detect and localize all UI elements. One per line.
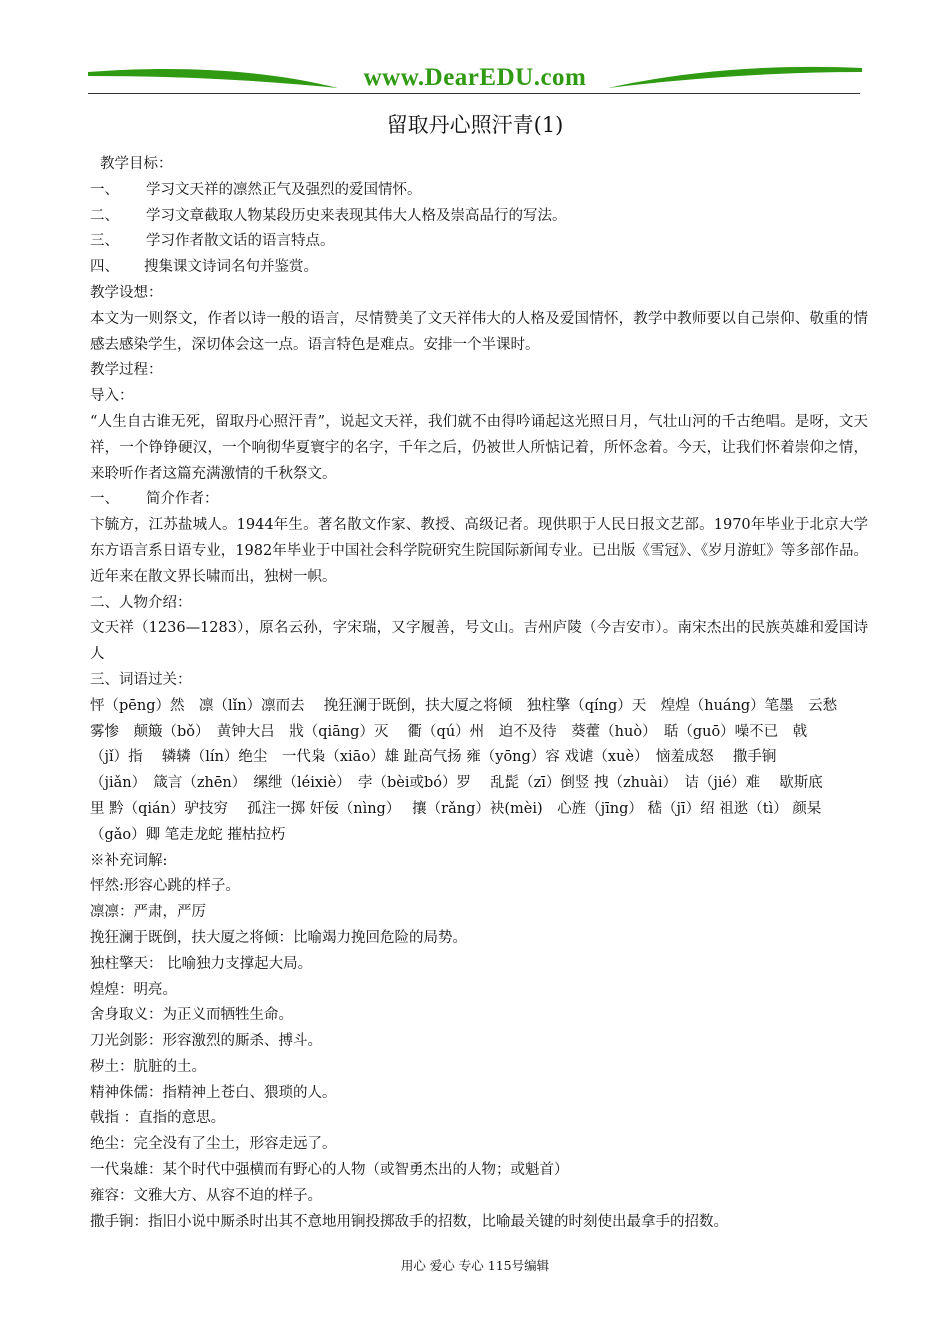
definition-item: 怦然:形容心跳的样子。 xyxy=(90,878,240,895)
goals-heading: 教学目标： xyxy=(100,156,173,172)
vocab-line: （jiǎn） 箴言（zhēn） 缧绁（léixiè） 孛（bèi或bó）罗 乱髭（zī）倒竖 拽（zhuài） 诘（jié）难 歇斯底 xyxy=(90,775,823,792)
section-author-heading xyxy=(90,487,868,513)
goal-text: 学习文天祥的凛然正气及强烈的爱国情怀。 xyxy=(146,181,422,198)
vocab-line: （gǎo）卿 笔走龙蛇 摧枯拉朽 xyxy=(90,826,286,843)
section-person-heading: 二、人物介绍： xyxy=(90,594,192,611)
goal-number: 三、 xyxy=(90,233,119,250)
goal-item-3 xyxy=(90,229,868,255)
goal-text: 搜集课文诗词名句并鉴赏。 xyxy=(144,259,318,276)
definition-item: 雍容：文雅大方、从容不迫的样子。 xyxy=(90,1187,322,1204)
goal-number: 一、 xyxy=(90,181,119,198)
goal-item-1 xyxy=(90,178,868,204)
definition-item: 绝尘：完全没有了尘土，形容走远了。 xyxy=(90,1136,337,1153)
vocab-line: 雾惨 颠簸（bǒ） 黄钟大吕 戕（qiāng）灭 衢（qú）州 迫不及待 葵藿（huò） 聒（guō）噪不已 戟 xyxy=(90,723,808,740)
goal-item-4 xyxy=(90,255,868,281)
definition-item: 撒手锏：指旧小说中厮杀时出其不意地用锏投掷敌手的招数，比喻最关键的时刻使出最拿手的招数。 xyxy=(90,1213,728,1230)
goal-item-2 xyxy=(90,204,868,230)
document-body xyxy=(90,152,868,1235)
author-paragraph: 卞毓方，江苏盐城人。1944年生。著名散文作家、教授、高级记者。现供职于人民日报文艺部。1970年毕业于北京大学东方语言系日语专业，1982年毕业于中国社会科学院研究生院国际新闻专业。已出版《雪冠》、《岁月游虹》等多部作品。近年来在散文界长啸而出，独树一帜。 xyxy=(90,517,868,585)
supplement-heading: ※补充词解: xyxy=(90,852,168,869)
site-logo-text[interactable]: www.DearEDU.com xyxy=(363,64,587,91)
idea-heading: 教学设想： xyxy=(90,284,163,301)
section-vocab-heading: 三、词语过关： xyxy=(90,671,192,688)
goal-text: 学习作者散文话的语言特点。 xyxy=(146,233,335,250)
person-paragraph: 文天祥（1236—1283），原名云孙，字宋瑞，又字履善，号文山。吉州庐陵（今吉安市）。南宋杰出的民族英雄和爱国诗人 xyxy=(90,620,868,663)
definition-item: 独柱擎天： 比喻独力支撑起大局。 xyxy=(90,955,313,972)
intro-paragraph: “人生自古谁无死，留取丹心照汗青”，说起文天祥，我们就不由得吟诵起这光照日月，气壮山河的千古绝唱。是呀，文天祥，一个铮铮硬汉，一个响彻华夏寰宇的名字，千年之后，仍被世人所惦记着，所怀念着。今天，让我们怀着崇仰之情，来聆听作者这篇充满激情的千秋祭文。 xyxy=(90,413,868,482)
vocab-line: 里 黔（qián）驴技穷 孤注一掷 奸佞（nìng） 攘（rǎng）袂(mèi) 心旌（jīng） 嵇（jī）绍 祖逖（tì） 颜杲 xyxy=(90,800,822,817)
definition-item: 挽狂澜于既倒，扶大厦之将倾：比喻竭力挽回危险的局势。 xyxy=(90,929,467,946)
definition-item: 凛凛：严肃，严厉 xyxy=(90,904,206,921)
process-heading: 教学过程： xyxy=(90,362,163,379)
idea-paragraph: 本文为一则祭文，作者以诗一般的语言，尽情赞美了文天祥伟大的人格及爱国情怀，教学中教师要以自己崇仰、敬重的情感去感染学生，深切体会这一点。语言特色是难点。安排一个半课时。 xyxy=(90,310,868,353)
goal-number: 四、 xyxy=(90,259,119,276)
intro-heading: 导入： xyxy=(90,388,134,405)
goal-text: 学习文章截取人物某段历史来表现其伟大人格及崇高品行的写法。 xyxy=(146,207,567,224)
section-number: 一、 xyxy=(90,491,119,508)
definition-item: 舍身取义：为正义而牺牲生命。 xyxy=(90,1007,293,1024)
section-heading-text: 简介作者： xyxy=(146,491,219,508)
definition-item: 戟指 ：直指的意思。 xyxy=(90,1110,226,1127)
site-header-banner xyxy=(88,62,862,96)
page-footer: 用心 爱心 专心 115号编辑 xyxy=(400,1258,550,1273)
vocab-line: （jǐ）指 辚辚（lín）绝尘 一代枭（xiāo）雄 趾高气扬 雍（yōng）容 戏谑（xuè） 恼羞成怒 撒手锏 xyxy=(90,749,777,766)
definition-item: 刀光剑影：形容激烈的厮杀、搏斗。 xyxy=(90,1033,322,1050)
definition-item: 精神侏儒：指精神上苍白、猥琐的人。 xyxy=(90,1084,337,1101)
header-rule xyxy=(88,93,860,94)
document-title: 留取丹心照汗青(1) xyxy=(386,113,564,137)
vocab-line: 怦（pēng）然 凛（lǐn）凛而去 挽狂澜于既倒，扶大厦之将倾 独柱擎（qíng）天 煌煌（huáng）笔墨 云愁 xyxy=(90,697,838,714)
definition-item: 一代枭雄：某个时代中强横而有野心的人物（或智勇杰出的人物；或魁首） xyxy=(90,1162,569,1179)
goal-number: 二、 xyxy=(90,207,119,224)
definition-item: 秽土：肮脏的土。 xyxy=(90,1058,206,1075)
definition-item: 煌煌：明亮。 xyxy=(90,981,177,998)
